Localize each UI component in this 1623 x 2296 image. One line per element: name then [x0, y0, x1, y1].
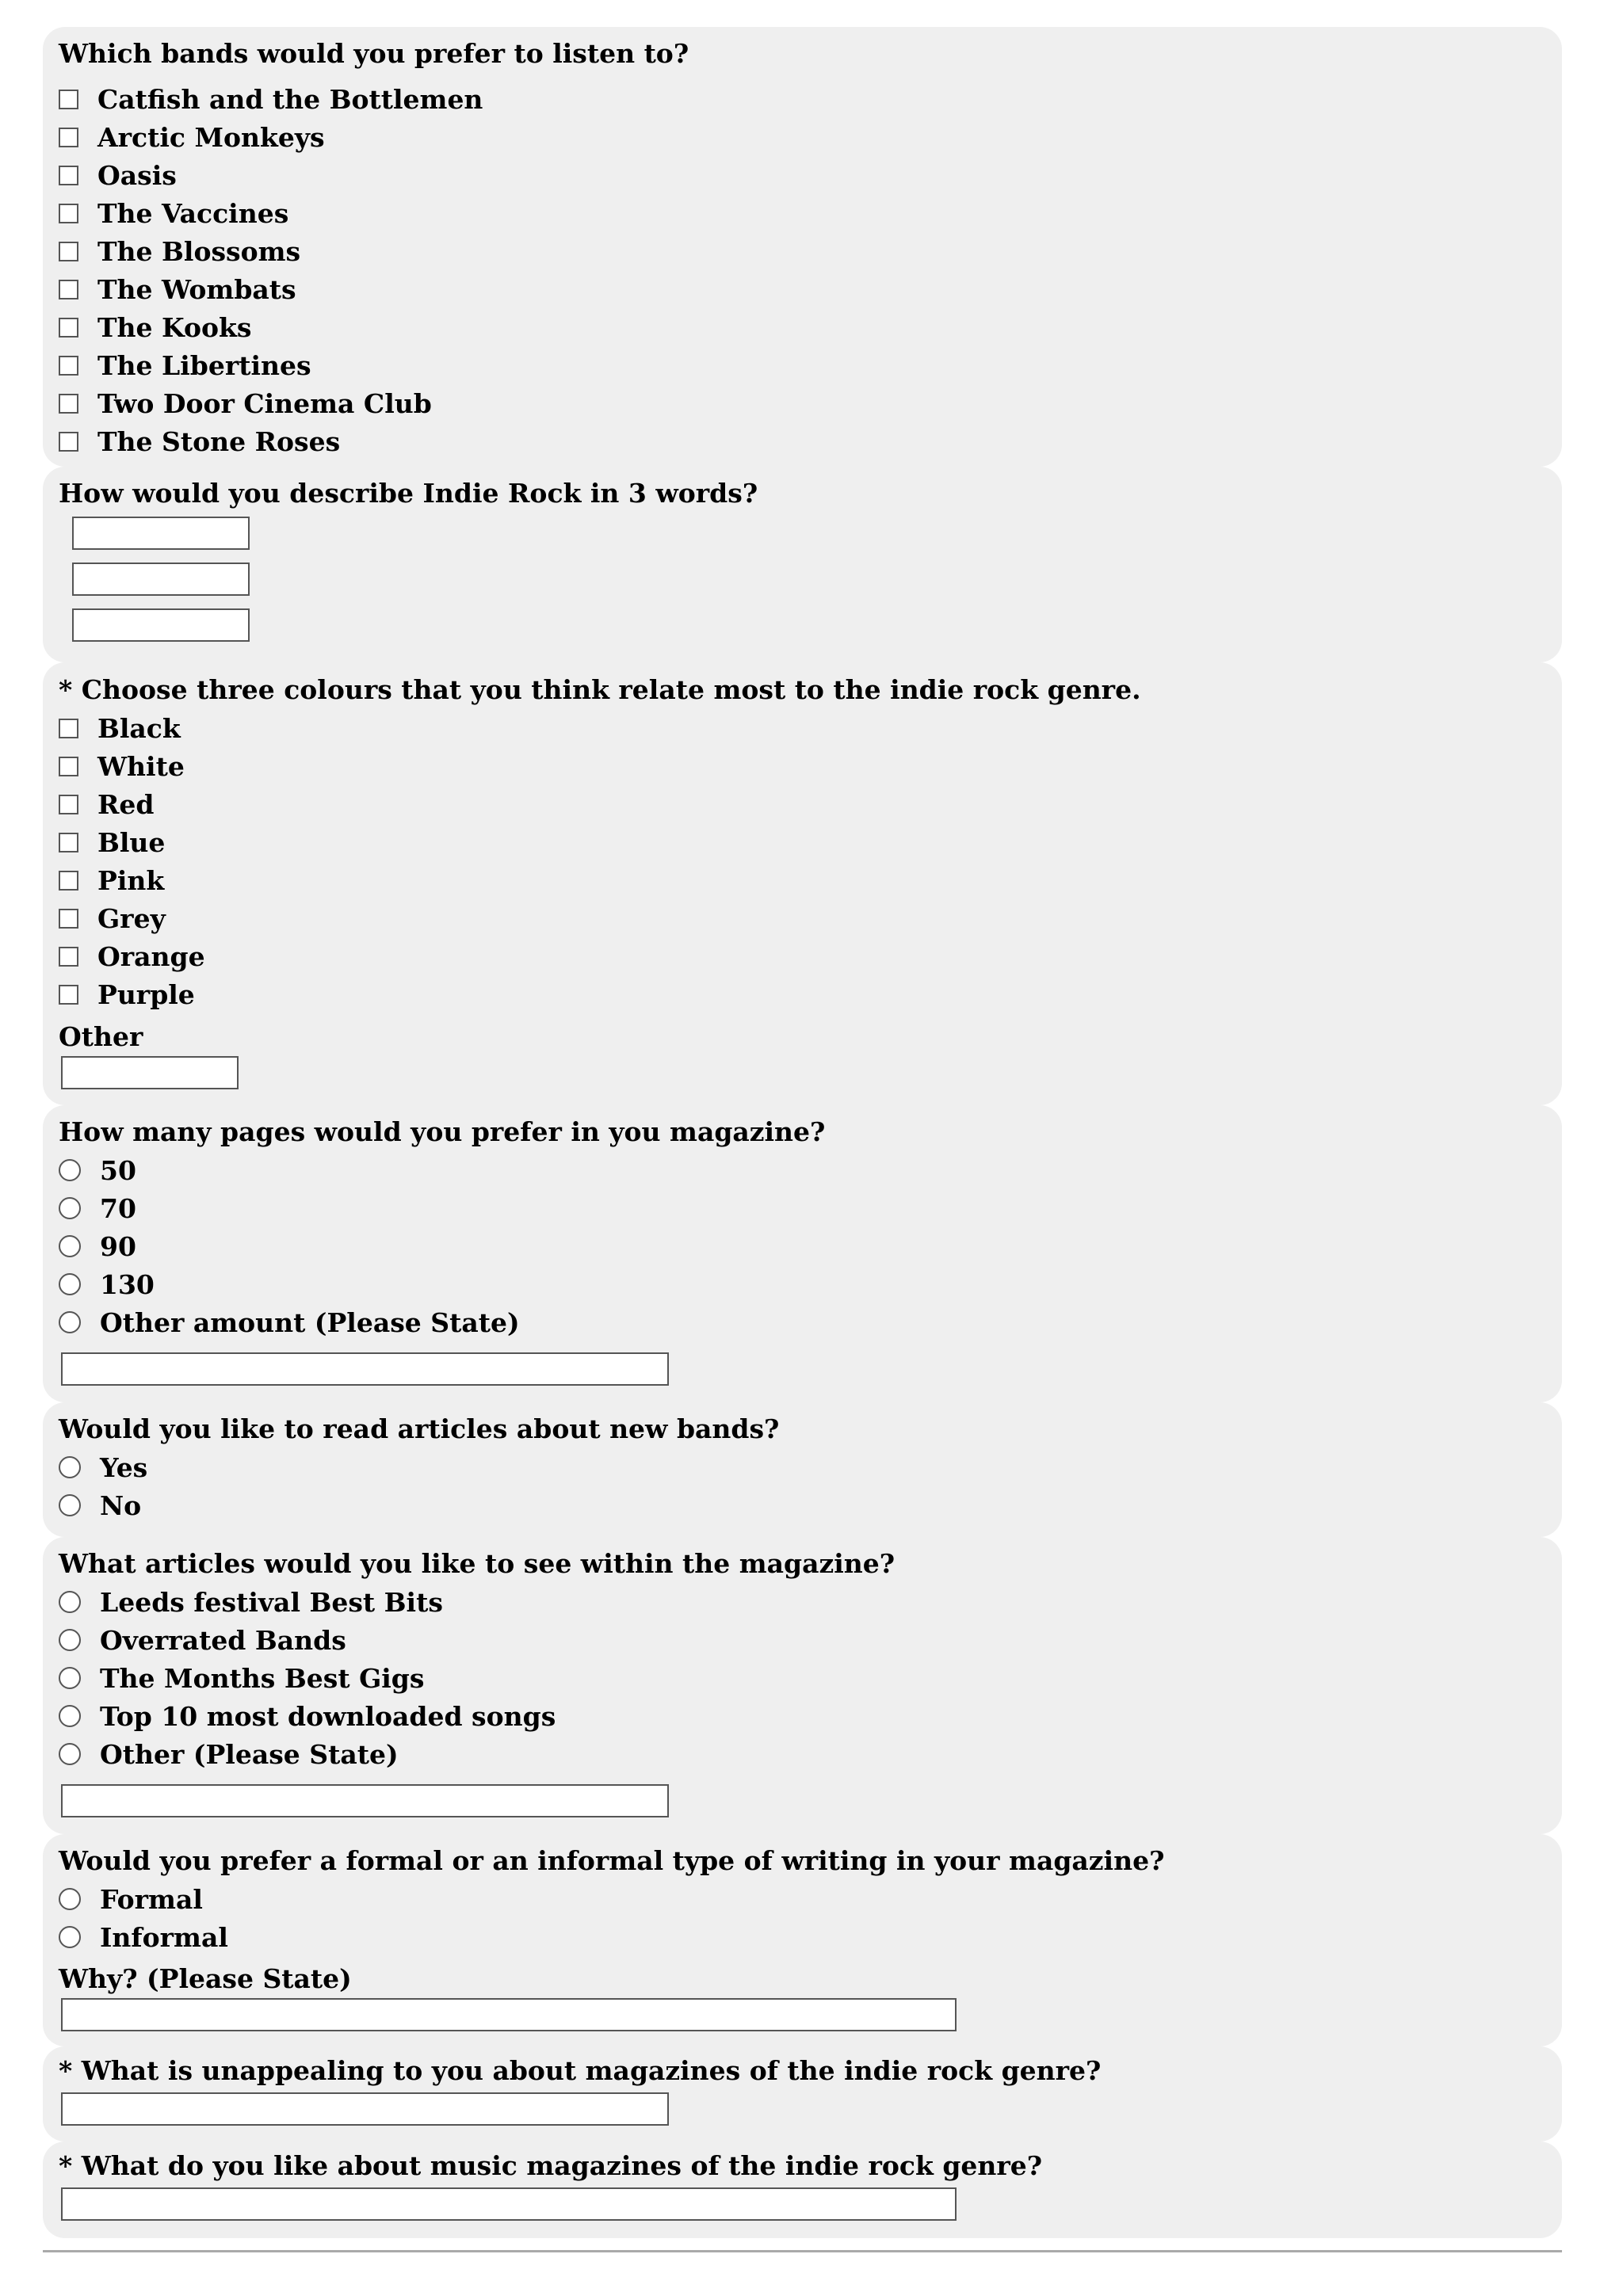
question-block-pages	[43, 1105, 1562, 1402]
question-title: * Choose three colours that you think relate most to the indie rock genre.	[59, 674, 1141, 705]
radio-option-formal[interactable]	[59, 1881, 203, 1917]
checkbox-option-arctic-monkeys[interactable]	[59, 119, 325, 155]
radio-option-leeds[interactable]	[59, 1584, 443, 1620]
checkbox[interactable]	[59, 795, 78, 814]
radio[interactable]	[59, 1197, 81, 1219]
option-label: Top 10 most downloaded songs	[100, 1700, 556, 1732]
question-block-bands	[43, 27, 1562, 467]
option-label: Black	[97, 712, 181, 744]
radio-option-overrated[interactable]	[59, 1622, 346, 1658]
option-label: Orange	[97, 940, 205, 972]
option-label: The Libertines	[97, 349, 311, 381]
radio[interactable]	[59, 1456, 81, 1478]
option-label: The Months Best Gigs	[100, 1662, 425, 1694]
checkbox[interactable]	[59, 128, 78, 147]
option-label: Other (Please State)	[100, 1738, 399, 1770]
checkbox[interactable]	[59, 318, 78, 338]
checkbox-option-blossoms[interactable]	[59, 233, 300, 269]
question-block-unappealing	[43, 2046, 1562, 2142]
option-label: The Kooks	[97, 311, 252, 343]
why-input[interactable]	[61, 1998, 957, 2031]
checkbox-option-catfish[interactable]	[59, 81, 483, 117]
option-label: Yes	[100, 1451, 148, 1483]
option-label: Formal	[100, 1883, 203, 1915]
other-amount-input[interactable]	[61, 1352, 669, 1386]
checkbox-option-blue[interactable]	[59, 824, 165, 860]
checkbox[interactable]	[59, 871, 78, 891]
question-title: How many pages would you prefer in you magazine?	[59, 1116, 826, 1147]
radio-option-no[interactable]	[59, 1487, 141, 1524]
word-input-2[interactable]	[72, 563, 250, 596]
other-article-input[interactable]	[61, 1784, 669, 1817]
radio[interactable]	[59, 1888, 81, 1910]
word-input-1[interactable]	[72, 517, 250, 550]
question-title: Would you prefer a formal or an informal type of writing in your magazine?	[59, 1845, 1165, 1876]
radio-option-70[interactable]	[59, 1190, 136, 1226]
option-label: Purple	[97, 978, 195, 1010]
other-colour-input[interactable]	[61, 1056, 239, 1089]
option-label: Informal	[100, 1921, 228, 1953]
footer-divider	[43, 2250, 1562, 2252]
checkbox-option-two-door[interactable]	[59, 385, 432, 421]
radio[interactable]	[59, 1591, 81, 1613]
option-label: Red	[97, 788, 155, 820]
option-label: White	[97, 750, 185, 782]
option-label: The Vaccines	[97, 197, 289, 229]
question-block-likes	[43, 2142, 1562, 2238]
radio-option-other-amount[interactable]	[59, 1304, 520, 1341]
checkbox[interactable]	[59, 985, 78, 1005]
radio[interactable]	[59, 1705, 81, 1727]
option-label: Leeds festival Best Bits	[100, 1586, 443, 1618]
checkbox[interactable]	[59, 90, 78, 109]
radio[interactable]	[59, 1629, 81, 1651]
question-title: Would you like to read articles about new bands?	[59, 1413, 780, 1444]
option-label: Two Door Cinema Club	[97, 387, 432, 419]
option-label: Overrated Bands	[100, 1624, 346, 1656]
question-title: What articles would you like to see within the magazine?	[59, 1548, 896, 1579]
option-label: Catfish and the Bottlemen	[97, 83, 483, 115]
checkbox[interactable]	[59, 166, 78, 185]
option-label: The Stone Roses	[97, 425, 341, 457]
question-title: Which bands would you prefer to listen to?	[59, 38, 689, 69]
checkbox[interactable]	[59, 204, 78, 223]
option-label: Other amount (Please State)	[100, 1306, 520, 1338]
checkbox[interactable]	[59, 280, 78, 299]
checkbox-option-pink[interactable]	[59, 862, 164, 898]
checkbox-option-libertines[interactable]	[59, 347, 311, 383]
question-title: How would you describe Indie Rock in 3 words?	[59, 478, 758, 509]
option-label: The Wombats	[97, 273, 296, 305]
radio-option-top10[interactable]	[59, 1698, 556, 1734]
checkbox-option-white[interactable]	[59, 748, 185, 784]
checkbox-option-kooks[interactable]	[59, 309, 251, 345]
option-label: The Blossoms	[97, 235, 301, 267]
checkbox[interactable]	[59, 394, 78, 414]
radio[interactable]	[59, 1926, 81, 1948]
question-block-articles	[43, 1537, 1562, 1834]
option-label: Blue	[97, 826, 166, 858]
option-label: Oasis	[97, 159, 177, 191]
option-label: Pink	[97, 864, 165, 896]
other-label: Other	[59, 1021, 143, 1052]
word-input-3[interactable]	[72, 608, 250, 642]
checkbox-option-black[interactable]	[59, 710, 181, 746]
question-title: * What is unappealing to you about magazines of the indie rock genre?	[59, 2055, 1102, 2086]
checkbox[interactable]	[59, 947, 78, 967]
checkbox-option-grey[interactable]	[59, 900, 166, 936]
radio-option-informal[interactable]	[59, 1919, 228, 1955]
checkbox[interactable]	[59, 242, 78, 261]
checkbox[interactable]	[59, 757, 78, 776]
option-label: 50	[100, 1154, 136, 1186]
checkbox-option-stone-roses[interactable]	[59, 423, 340, 460]
question-block-writing-style	[43, 1834, 1562, 2046]
option-label: 70	[100, 1192, 136, 1224]
checkbox-option-purple[interactable]	[59, 976, 195, 1013]
radio[interactable]	[59, 1494, 81, 1516]
radio-option-50[interactable]	[59, 1152, 136, 1188]
checkbox-option-vaccines[interactable]	[59, 195, 288, 231]
checkbox-option-red[interactable]	[59, 786, 155, 822]
radio[interactable]	[59, 1273, 81, 1295]
radio[interactable]	[59, 1311, 81, 1333]
option-label: Arctic Monkeys	[97, 121, 325, 153]
radio[interactable]	[59, 1667, 81, 1689]
radio-option-yes[interactable]	[59, 1449, 147, 1486]
option-label: 130	[100, 1268, 155, 1300]
option-label: No	[100, 1489, 142, 1521]
why-label: Why? (Please State)	[59, 1963, 352, 1994]
question-block-new-bands	[43, 1402, 1562, 1537]
checkbox[interactable]	[59, 833, 78, 852]
checkbox-option-orange[interactable]	[59, 938, 205, 974]
radio-option-130[interactable]	[59, 1266, 155, 1302]
unappealing-input[interactable]	[61, 2092, 669, 2126]
checkbox[interactable]	[59, 719, 78, 738]
option-label: Grey	[97, 902, 166, 934]
checkbox[interactable]	[59, 356, 78, 376]
checkbox-option-wombats[interactable]	[59, 271, 296, 307]
radio[interactable]	[59, 1235, 81, 1257]
checkbox[interactable]	[59, 909, 78, 929]
radio[interactable]	[59, 1743, 81, 1765]
radio-option-other[interactable]	[59, 1736, 399, 1772]
question-title: * What do you like about music magazines of the indie rock genre?	[59, 2150, 1043, 2181]
question-block-describe	[43, 467, 1562, 662]
checkbox[interactable]	[59, 432, 78, 452]
checkbox-option-oasis[interactable]	[59, 157, 177, 193]
radio-option-90[interactable]	[59, 1228, 136, 1264]
option-label: 90	[100, 1230, 136, 1262]
radio-option-best-gigs[interactable]	[59, 1660, 424, 1696]
radio[interactable]	[59, 1159, 81, 1181]
question-block-colours	[43, 662, 1562, 1105]
likes-input[interactable]	[61, 2187, 957, 2221]
